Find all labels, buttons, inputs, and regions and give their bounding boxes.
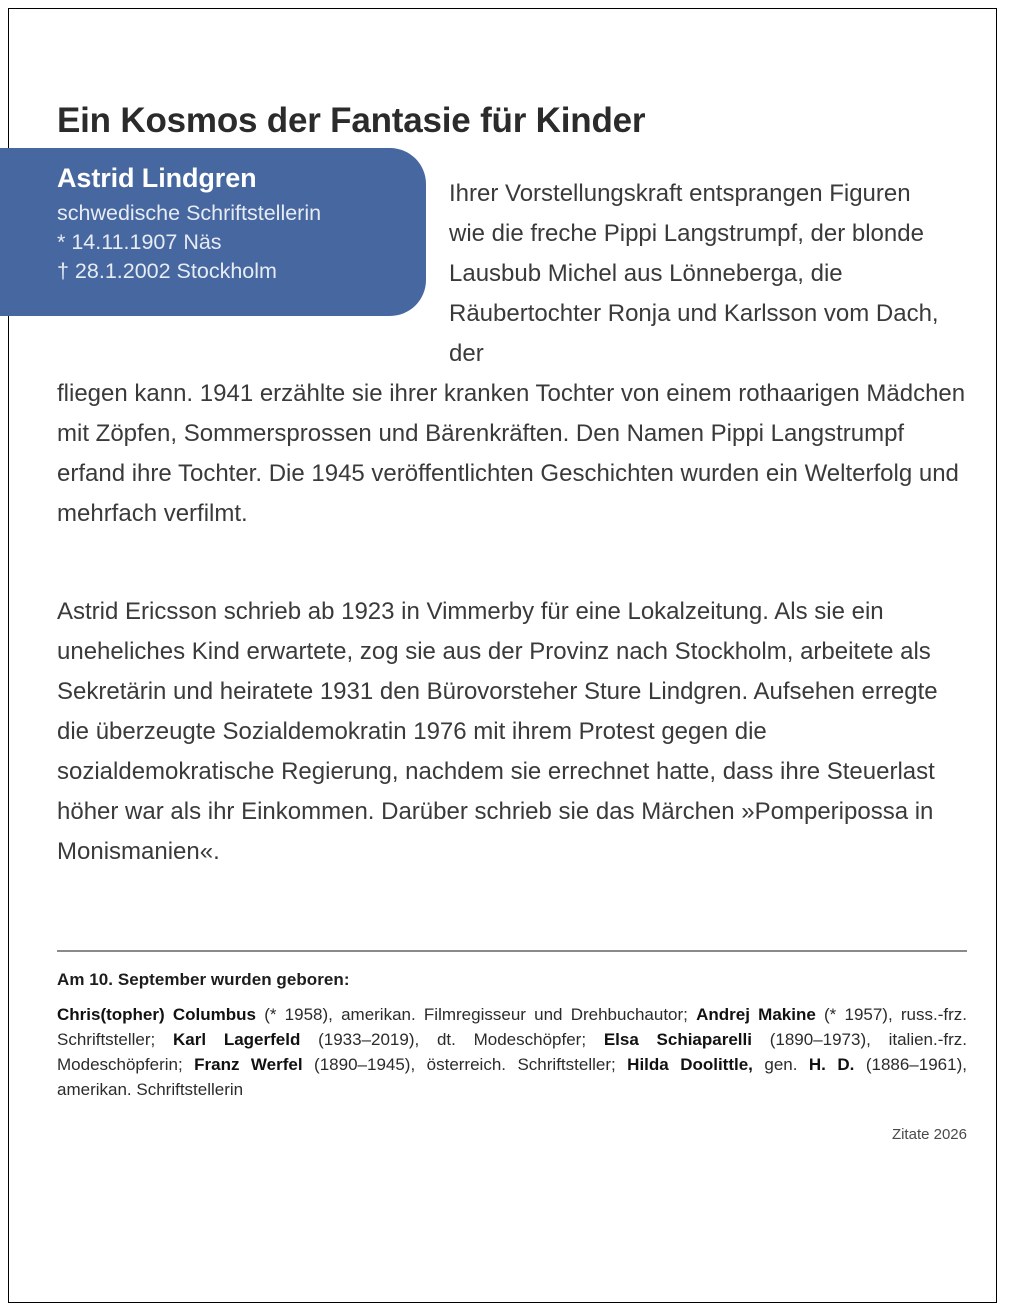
article-paragraph-2: Astrid Ericsson schrieb ab 1923 in Vimmerby für eine Lokalzeitung. Als sie ein uneheliches Kind erwartete, zog sie aus der Provinz nach Stockholm, arbeitete als Sekretärin und heiratete 1931 den Bürovorsteher Sture Lindgren. Aufsehen erregte die überzeugte Sozialdemokratin 1976 mit ihrem Protest gegen die sozialdemokratische Regierung, nachdem sie errechnet hatte, dass ihre Steuerlast höher war als ihr Einkommen. Darüber schrieb sie das Märchen »Pomperipossa in Monismanien«. <box>57 598 938 865</box>
birth-entry-name: Franz Werfel <box>194 1055 303 1074</box>
page-title: Ein Kosmos der Fantasie für Kinder <box>57 101 646 141</box>
person-info-box <box>0 148 426 316</box>
births-list: Chris(topher) Columbus (* 1958), amerikan. Filmregisseur und Drehbuchautor; Andrej Makine (* 1957), russ.-frz. Schriftsteller; Karl Lagerfeld (1933–2019), dt. Modeschöpfer; Elsa Schiaparelli (1890–1973), italien.-frz. Modeschöpferin; Franz Werfel (1890–1945), österreich. Schriftsteller; Hilda Doolittle, gen. H. D. (1886–1961), amerikan. Schriftstellerin <box>57 1005 967 1099</box>
birth-entry-name: Hilda Doolittle, <box>627 1055 753 1074</box>
births-footer <box>57 950 967 1102</box>
birth-entry-name: Elsa Schiaparelli <box>603 1030 752 1049</box>
birth-entry-name-alt: H. D. <box>808 1055 855 1074</box>
article-paragraph-1: fliegen kann. 1941 erzählte sie ihrer kranken Tochter von einem rothaarigen Mädchen mit Zöpfen, Sommersprossen und Bärenkräften. Den Namen Pippi Langstrumpf erfand ihre Tochter. Die 1945 veröffentlichten Geschichten wurden ein Welterfolg und mehrfach verfilmt. <box>57 380 966 527</box>
person-death-date: † 28.1.2002 Stockholm <box>57 258 277 283</box>
person-occupation: schwedische Schriftstellerin <box>57 201 322 226</box>
person-name: Astrid Lindgren <box>57 163 257 193</box>
colophon-label: Zitate 2026 <box>891 1126 967 1143</box>
article-intro-text: Ihrer Vorstellungskraft entsprangen Figuren wie die freche Pippi Langstrumpf, der blonde Lausbub Michel aus Lönneberga, die Räubertochter Ronja und Karlsson vom Dach, der <box>449 180 939 367</box>
births-heading: Am 10. September wurden geboren: <box>57 970 350 989</box>
birth-entry-name: Chris(topher) Columbus <box>57 1005 256 1024</box>
footer-divider <box>57 950 967 952</box>
birth-entry-name: Karl Lagerfeld <box>173 1030 301 1049</box>
birth-entry-name: Andrej Makine <box>696 1005 816 1024</box>
person-birth-date: * 14.11.1907 Näs <box>57 229 222 254</box>
